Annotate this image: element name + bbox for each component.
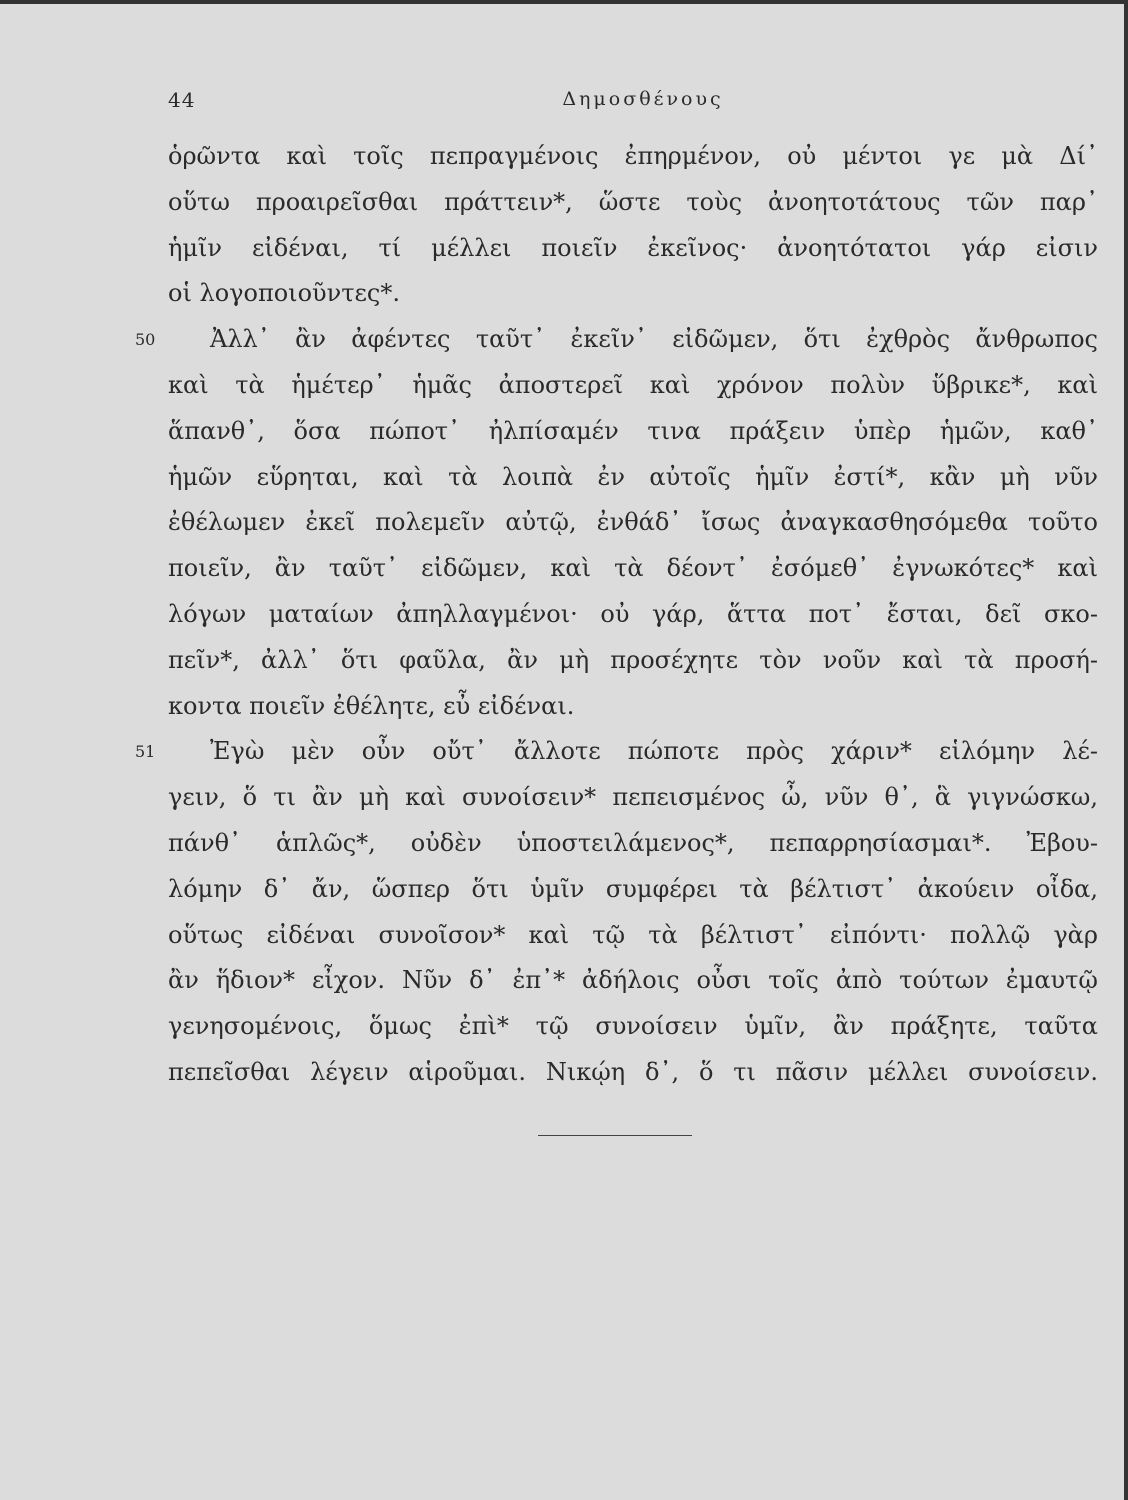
end-rule bbox=[538, 1135, 692, 1136]
text-line: 51 Ἐγὼ μὲν οὖν οὔτ᾽ ἄλλοτε πώποτε πρὸς χάριν* εἱλόμην λέ- bbox=[168, 729, 1098, 775]
running-title: Δημοσθένους bbox=[562, 88, 724, 110]
section-number: 50 bbox=[135, 330, 156, 350]
text-line: οὕτως εἰδέναι συνοῖσον* καὶ τῷ τὰ βέλτιστ᾽ εἰπόντι· πολλῷ γὰρ bbox=[168, 920, 1098, 949]
page-number: 44 bbox=[168, 88, 196, 112]
text-line: ἐθέλωμεν ἐκεῖ πολεμεῖν αὐτῷ, ἐνθάδ᾽ ἴσως ἀναγκασθησόμεθα τοῦτο bbox=[168, 508, 1098, 537]
text-line: ἡμῖν εἰδέναι, τί μέλλει ποιεῖν ἐκεῖνος· ἀνοητότατοι γάρ εἰσιν bbox=[168, 233, 1098, 262]
text-line: γειν, ὅ τι ἂν μὴ καὶ συνοίσειν* πεπεισμένος ὦ, νῦν θ᾽, ἃ γιγνώσκω, bbox=[168, 783, 1098, 812]
text-line: κοντα ποιεῖν ἐθέλητε, εὖ εἰδέναι. bbox=[168, 691, 575, 720]
text-line: ἅπανθ᾽, ὅσα πώποτ᾽ ἠλπίσαμέν τινα πράξειν ὑπὲρ ἡμῶν, καθ᾽ bbox=[168, 416, 1098, 445]
text-line: καὶ τὰ ἡμέτερ᾽ ἡμᾶς ἀποστερεῖ καὶ χρόνον πολὺν ὕβρικε*, καὶ bbox=[168, 370, 1098, 399]
body-text bbox=[135, 134, 1098, 1096]
text-line: οὕτω προαιρεῖσθαι πράττειν*, ὥστε τοὺς ἀνοητοτάτους τῶν παρ᾽ bbox=[168, 187, 1098, 216]
text-line: 50 Ἀλλ᾽ ἂν ἀφέντες ταῦτ᾽ ἐκεῖν᾽ εἰδῶμεν, ὅτι ἐχθρὸς ἄνθρωπος bbox=[168, 317, 1098, 363]
text-line: πάνθ᾽ ἁπλῶς*, οὐδὲν ὑποστειλάμενος*, πεπαρρησίασμαι*. Ἐβου- bbox=[168, 828, 1098, 857]
text-line: γενησομένοις, ὅμως ἐπὶ* τῷ συνοίσειν ὑμῖν, ἂν πράξητε, ταῦτα bbox=[168, 1012, 1098, 1041]
text-line: λόμην δ᾽ ἄν, ὥσπερ ὅτι ὑμῖν συμφέρει τὰ βέλτιστ᾽ ἀκούειν οἶδα, bbox=[168, 874, 1098, 903]
text-line: λόγων ματαίων ἀπηλλαγμένοι· οὐ γάρ, ἅττα ποτ᾽ ἔσται, δεῖ σκο- bbox=[168, 599, 1098, 628]
text-line: οἱ λογοποιοῦντες*. bbox=[168, 279, 400, 308]
text-line: πεπεῖσθαι λέγειν αἱροῦμαι. Νικῴη δ᾽, ὅ τι πᾶσιν μέλλει συνοίσειν. bbox=[168, 1057, 1098, 1086]
text-line: πεῖν*, ἀλλ᾽ ὅτι φαῦλα, ἂν μὴ προσέχητε τὸν νοῦν καὶ τὰ προσή- bbox=[168, 645, 1098, 674]
text-line: ἡμῶν εὕρηται, καὶ τὰ λοιπὰ ἐν αὐτοῖς ἡμῖν ἐστί*, κἂν μὴ νῦν bbox=[168, 462, 1098, 491]
text-line: ποιεῖν, ἂν ταῦτ᾽ εἰδῶμεν, καὶ τὰ δέοντ᾽ ἐσόμεθ᾽ ἐγνωκότες* καὶ bbox=[168, 554, 1098, 583]
page-header bbox=[168, 88, 1098, 122]
section-number: 51 bbox=[135, 742, 156, 762]
text-line: ἂν ἥδιον* εἶχον. Νῦν δ᾽ ἐπ᾽* ἀδήλοις οὖσι τοῖς ἀπὸ τούτων ἐμαυτῷ bbox=[168, 966, 1098, 995]
text-line: ὁρῶντα καὶ τοῖς πεπραγμένοις ἐπηρμένον, οὐ μέντοι γε μὰ Δί᾽ bbox=[168, 142, 1098, 170]
